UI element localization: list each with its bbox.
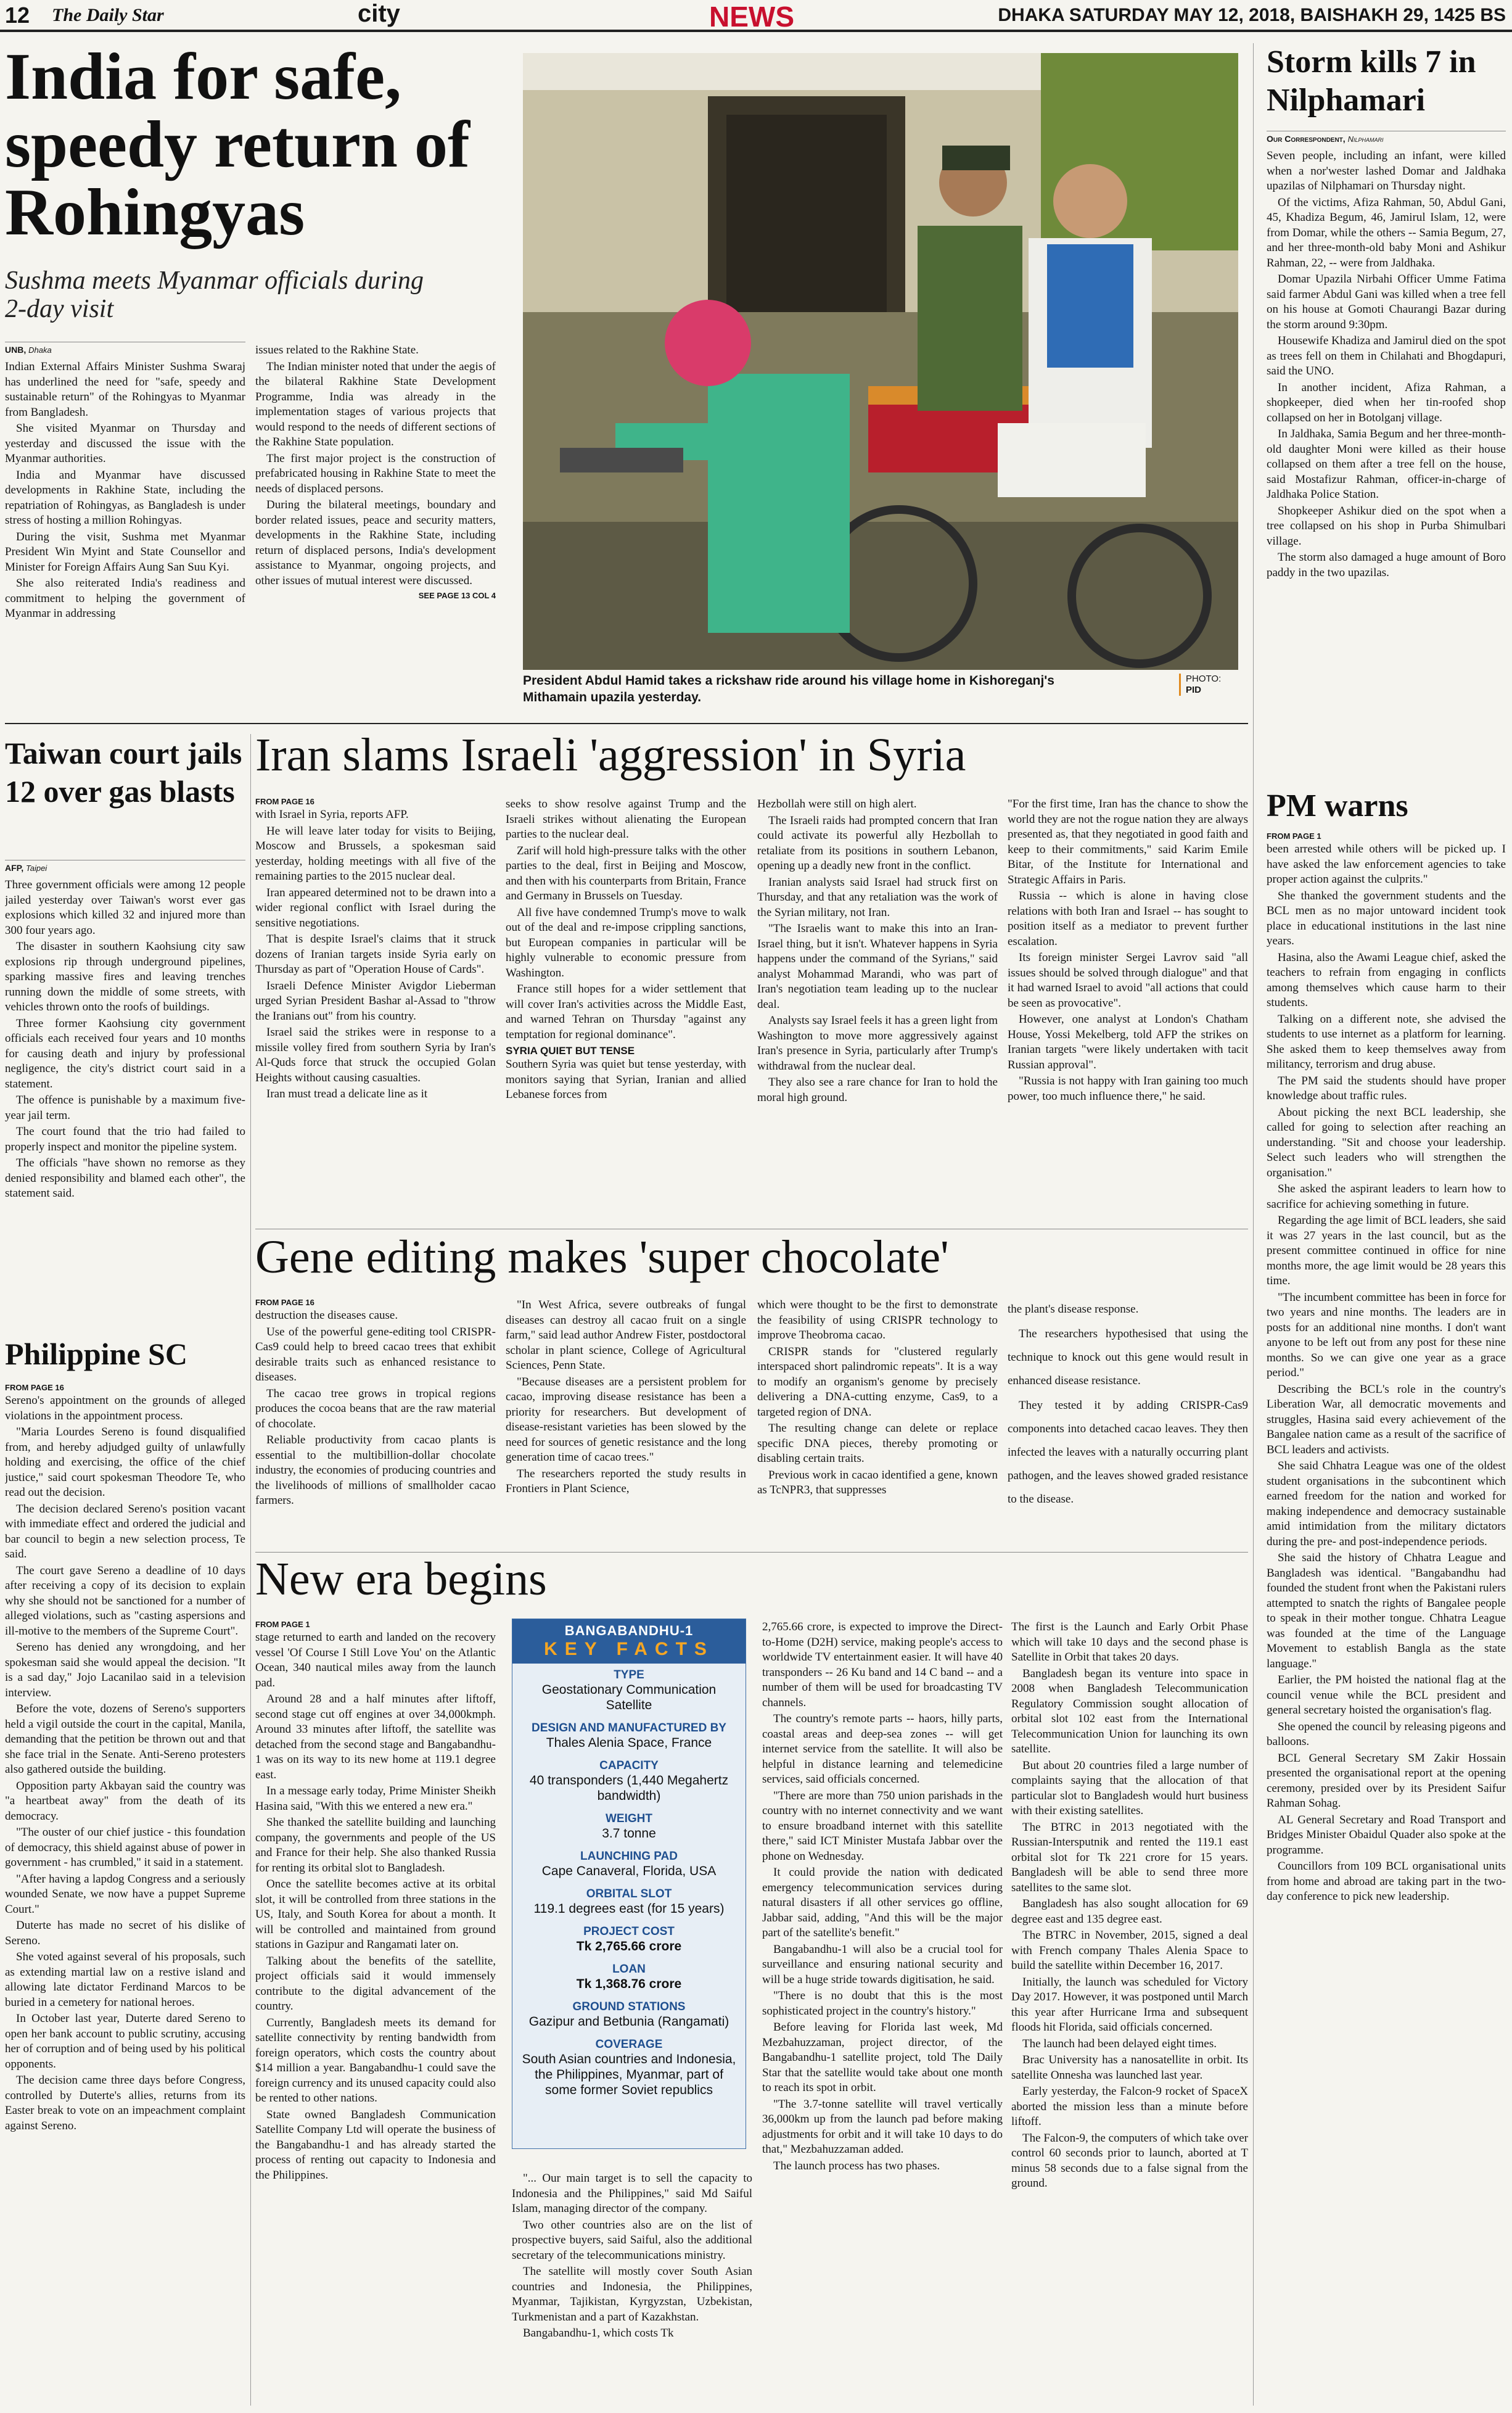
photo-illustration — [523, 53, 1238, 670]
paragraph: The decision came three days before Congress, controlled by Duterte's allies, returns from its Easter break to vote on an impeachment complaint against Sereno. — [5, 2074, 245, 2132]
key-fact-item: DESIGN AND MANUFACTURED BY Thales Alenia Space, France — [532, 1722, 726, 1750]
paragraph: The first major project is the construction of prefabricated housing in Rakhine State to meet the needs of displaced persons. — [255, 452, 496, 495]
paragraph: The Israeli raids had prompted concern that Iran could activate its powerful ally Hezbollah to retaliate from its positions in southern Lebanon, opening up a deadly new front in the conflict. — [757, 814, 998, 872]
paragraph: Its foreign minister Sergei Lavrov said "all issues should be solved through dialogue" and that it had warned Israel to avoid "all actions that could be seen as provocative". — [1008, 951, 1248, 1010]
paragraph: She asked the aspirant leaders to learn how to sacrifice for achieving something in future. — [1267, 1182, 1506, 1211]
paragraph: Israeli Defence Minister Avigdor Lieberman urged Syrian President Bashar al-Assad to "throw the Iranians out" from his country. — [255, 979, 496, 1023]
paragraph: The satellite will mostly cover South Asian countries and Indonesia, the Philippines, Myanmar, Tajikistan, Kyrgyzstan, Uzbekistan, Turkmenistan and a part of Kazakhstan. — [512, 2265, 752, 2324]
column-rule — [1253, 43, 1254, 2406]
rohingya-col-1 — [5, 338, 245, 708]
paragraph: BCL General Secretary SM Zakir Hossain presented the organisational report at the opening ceremony, presided over by its President Saifur Rahman Sohag. — [1267, 1751, 1506, 1810]
paragraph: During the visit, Sushma met Myanmar President Win Myint and State Counsellor and Minister for Foreign Affairs Aung San Suu Kyi. — [5, 530, 245, 574]
key-fact-item: GROUND STATIONS Gazipur and Betbunia (Rangamati) — [528, 2000, 729, 2029]
storm-headline: Storm kills 7 in Nilphamari — [1267, 44, 1476, 118]
masthead — [0, 0, 1512, 32]
newera-col-3 — [762, 1620, 1003, 2411]
paragraph: The launch process has two phases. — [773, 2159, 940, 2172]
paragraph: Sereno's appointment on the grounds of alleged violations in the appointment process. — [5, 1394, 245, 1422]
paragraph: Iran appeared determined not to be drawn into a wider regional conflict with Israel during the sensitive negotiations. — [255, 886, 496, 930]
paragraph: Russia -- which is alone in having close relations with both Iran and Israel -- has sought to position itself as a mediator to prevent further escalation. — [1008, 889, 1248, 948]
paragraph: "The 3.7-tonne satellite will travel vertically 36,000km up from the launch pad before making adjustments for orbit and it will take 10 days to do that," Mezbahuzzaman added. — [762, 2097, 1003, 2156]
paragraph: "After having a lapdog Congress and a seriously wounded Senate, we now have a puppet Supreme Court." — [5, 1872, 245, 1916]
paragraph: Once the satellite becomes active at its orbital slot, it will be controlled from three stations in the US, Italy, and South Korea for about a month. It will be controlled and maintained from ground stations in Gazipur and Rangamati later on. — [255, 1878, 496, 1951]
see-page-link[interactable]: SEE PAGE 13 COL 4 — [418, 591, 496, 600]
paragraph: Of the victims, Afiza Rahman, 50, Abdul Gani, 45, Khadiza Begum, 46, Jamirul Islam, 12, were from Domar, while the others -- Samia Begum, 27, and her three-month-old baby Moni and Ashikur Rahman, 22, -- were from Jaldhaka. — [1267, 196, 1506, 270]
paragraph: The offence is punishable by a maximum five-year jail term. — [5, 1094, 245, 1122]
iran-col-2 — [506, 797, 746, 1223]
newera-col-1 — [255, 1620, 496, 2411]
paragraph: Regarding the age limit of BCL leaders, she said it was 27 years in the last council, but as the present committee continued in office for nine months more, the age limit would be 28 years this time. — [1267, 1214, 1506, 1287]
storm-body — [1267, 127, 1506, 775]
paragraph: The first is the Launch and Early Orbit Phase which will take 10 days and the second phase is Satellite in Orbit that takes 20 days. — [1011, 1620, 1248, 1664]
paragraph: Bangabandhu-1, which costs Tk — [523, 2327, 674, 2340]
paragraph: The decision declared Sereno's position vacant with immediate effect and ordered the judicial and bar council to begin a new selection process, Te said. — [5, 1502, 245, 1561]
paragraph: Analysts say Israel feels it has a green light from Washington to move more aggressively against Iran's presence in Syria, particularly after Trump's withdrawal from the nuclear deal. — [757, 1014, 998, 1073]
paragraph: "Because diseases are a persistent problem for cacao, improving disease resistance has been a priority for researchers. But development of disease-resistant varieties has been slowed by the need for sources of genetic resistance and the long generation time of cacao trees." — [506, 1375, 746, 1464]
key-fact-item: LAUNCHING PAD Cape Canaveral, Florida, USA — [541, 1850, 717, 1878]
paragraph: It could provide the nation with dedicated emergency telecommunication services during natural disasters if all other services go offline, Jabbar said, adding, "And this will be the major part of the satellite's benefit." — [762, 1866, 1003, 1939]
paragraph: About picking the next BCL leadership, she called for going to selection after reaching an understanding. "Sit and choose your leadership. Select such leaders who will strengthen the organisation." — [1267, 1105, 1506, 1179]
key-fact-item: ORBITAL SLOT 119.1 degrees east (for 15 years) — [533, 1887, 725, 1916]
taiwan-byline: AFP, Taipei — [5, 860, 245, 873]
paragraph: The court gave Sereno a deadline of 10 days after receiving a copy of its decision to explain why she should not be sanctioned for a number of alleged violations, such as "casting aspersions and ill-motive to the members of the Supreme Court". — [5, 1564, 245, 1638]
paragraph: In another incident, Afiza Rahman, a shopkeeper, died when her tin-roofed shop collapsed on her in Botolganj village. — [1267, 381, 1506, 424]
key-fact-item: LOAN Tk 1,368.76 crore — [576, 1963, 682, 1991]
paragraph: She thanked the government students and the BCL men as no major untoward incident took place in educational institutions in the last nine years. — [1267, 889, 1506, 947]
rohingya-byline: UNB, Dhaka — [5, 342, 245, 355]
paragraph: 2,765.66 crore, is expected to improve the Direct-to-Home (D2H) service, making people's access to worldwide TV entertainment easier. It will have 40 transponders -- 26 Ku band and 14 C band -- and a number of them will be used for broadcasting TV channels. — [762, 1620, 1003, 1709]
paragraph: Previous work in cacao identified a gene, known as TcNPR3, that suppresses — [757, 1468, 998, 1496]
paragraph: Opposition party Akbayan said the country was "a heartbeat away" from the death of its democracy. — [5, 1779, 245, 1823]
paragraph: The Falcon-9, the computers of which take over control 60 seconds prior to launch, aborted at T minus 58 seconds due to a false signal from the ground. — [1011, 2131, 1248, 2190]
paragraph: But about 20 countries filed a large number of complaints saying that the allocation of that particular slot to Bangladesh would hurt business with their existing satellites. — [1011, 1759, 1248, 1817]
paragraph: CRISPR stands for "clustered regularly interspaced short palindromic repeats". It is a way to modify an organism's genome by precisely delivering a DNA-cutting enzyme, Cas9, to a targeted region of DNA. — [757, 1345, 998, 1419]
storm-byline: Our Correspondent, Nilphamari — [1267, 131, 1506, 144]
photo-credit-label: PHOTO: — [1186, 674, 1222, 684]
paragraph: "There are more than 750 union parishads in the country with no internet connectivity and we want to ensure broadband internet with this satellite there," said ICT Minister Mustafa Jabbar over the phone on Wednesday. — [762, 1789, 1003, 1863]
from-page: FROM PAGE 16 — [255, 1298, 314, 1307]
paragraph: AL General Secretary and Road Transport and Bridges Minister Obaidul Quader also spoke at the programme. — [1267, 1813, 1506, 1857]
paragraph: "The incumbent committee has been in force for two years and nine months. The leaders are in posts for an additional nine months. I don't want anyone to be left out from any post for these nine months. So we can give one year as a grace period." — [1267, 1290, 1506, 1379]
paragraph: France still hopes for a wider settlement that will cover Iran's activities across the Middle East, and warned Tehran on Thursday "against any temptation for regional dominance". — [506, 983, 746, 1041]
page-number: 12 — [5, 2, 30, 28]
paragraph: The Indian minister noted that under the aegis of the bilateral Rakhine State Development Programme, India was already in the implementation stages of various projects that would respond to the needs of different sections of the Rakhine State population. — [255, 360, 496, 448]
paragraph: Describing the BCL's role in the country's Liberation War, all democratic movements and struggles, Hasina said every achievement of the Bangalee nation came as a result of the sacrifice of BCL leaders and activists. — [1267, 1382, 1506, 1456]
paragraph: Earlier, the PM hoisted the national flag at the council venue while the BCL president and general secretary hoisted the organisation's flag. — [1267, 1673, 1506, 1717]
paragraph: Sereno has denied any wrongdoing, and her spokesman said she would appeal the decision. "It is a sad day," Jojo Lacanilao said in a television interview. — [5, 1641, 245, 1699]
paragraph: She voted against several of his proposals, such as extending martial law on a restive island and allowing late dictator Ferdinand Marcos to be buried in a cemetery for national heroes. — [5, 1950, 245, 2009]
paragraph: India and Myanmar have discussed developments in Rakhine State, including the repatriation of Rohingyas, as Bangladesh is under stress of hosting a million Rohingyas. — [5, 468, 245, 527]
paragraph: The storm also damaged a huge amount of Boro paddy in the two upazilas. — [1267, 551, 1506, 579]
pmwarns-body — [1267, 831, 1506, 2411]
paragraph: seeks to show resolve against Trump and the Israeli strikes without alienating the European parties to the nuclear deal. — [506, 798, 746, 841]
paragraph: the plant's disease response. — [1008, 1303, 1139, 1316]
paragraph: Domar Upazila Nirbahi Officer Umme Fatima said farmer Abdul Gani was killed when a tree fell on his house at Gomoti Chaurangi Bazar during the storm around 9:30pm. — [1267, 273, 1506, 331]
paragraph: Talking about the benefits of the satellite, project officials said it would immensely contribute to the digital advancement of the country. — [255, 1954, 496, 2013]
paragraph: destruction the diseases cause. — [255, 1309, 398, 1322]
iran-col-1 — [255, 797, 496, 1223]
paragraph: She opened the council by releasing pigeons and balloons. — [1267, 1720, 1506, 1748]
paragraph: "For the first time, Iran has the chance to show the world they are not the rogue nation they are always presented as, that they negotiated in good faith and keep to their commitments," said Karim Emile Bitar, of the Institute for International and Strategic Affairs in Paris. — [1008, 798, 1248, 886]
from-page: FROM PAGE 16 — [255, 797, 314, 806]
paragraph: The researchers reported the study results in Frontiers in Plant Science, — [506, 1467, 746, 1495]
paragraph: In October last year, Duterte dared Sereno to open her bank account to public scrutiny, accusing her of corruption and of being used by his political opponents. — [5, 2012, 245, 2071]
paragraph: The disaster in southern Kaohsiung city saw explosions rip through underground pipelines, sparking massive fires and leaving trenches running down the middle of some streets, with vehicles thrown onto the roofs of buildings. — [5, 940, 245, 1013]
paragraph: Three government officials were among 12 people jailed yesterday over Taiwan's worst ever gas explosions which killed 32 and injured more than 300 four years ago. — [5, 878, 245, 937]
paragraph: Before the vote, dozens of Sereno's supporters held a vigil outside the court in the capital, Manila, demanding that the petition be thrown out and that she face trial in the Senate. Anti-Sereno protesters also gathered outside the building. — [5, 1702, 245, 1776]
taiwan-body — [5, 856, 245, 1313]
gene-col-1 — [255, 1298, 496, 1548]
key-facts-box — [512, 1619, 746, 2149]
paragraph: The BTRC in 2013 negotiated with the Russian-Intersputnik and rented the 119.1 east orbital slot for Tk 221 crore for 15 years. Bangladesh will be able to send three more satellites to the same slot. — [1011, 1820, 1248, 1894]
paragraph: Hasina, also the Awami League chief, asked the teachers to refrain from engaging in conflicts among themselves which cause harm to their students. — [1267, 951, 1506, 1009]
key-facts-subtitle: KEY FACTS — [512, 1639, 746, 1664]
pmwarns-headline: PM warns — [1267, 788, 1408, 823]
paragraph: Seven people, including an infant, were killed when a nor'wester lashed Domar and Jaldhaka upazilas of Nilphamari on Thursday night. — [1267, 149, 1506, 192]
from-page: FROM PAGE 16 — [5, 1383, 64, 1392]
paragraph: Duterte has made no secret of his dislike of Sereno. — [5, 1919, 245, 1947]
paragraph: The cacao tree grows in tropical regions produces the cocoa beans that are the raw material of chocolate. — [255, 1387, 496, 1430]
key-facts-title: BANGABANDHU-1 — [512, 1619, 746, 1639]
paragraph: The launch had been delayed eight times. — [1022, 2037, 1217, 2050]
newera-headline: New era begins — [255, 1553, 547, 1605]
paragraph: In Jaldhaka, Samia Begum and her three-month-old daughter Moni were killed as their house collapsed on them after a tree fell on the house, said Mostafizur Rahman, officer-in-charge of Jaldhaka Police Station. — [1267, 427, 1506, 501]
paragraph: The BTRC in November, 2015, signed a deal with French company Thales Alenia Space to build the satellite within December 16, 2017. — [1011, 1929, 1248, 1972]
column-rule — [250, 734, 251, 2406]
paragraph: "... Our main target is to sell the capacity to Indonesia and the Philippines," said Md Saiful Islam, managing director of the company. — [512, 2172, 752, 2215]
paragraph: Southern Syria was quiet but tense yesterday, with monitors saying that Syrian, Iranian and allied Lebanese forces from — [506, 1058, 746, 1101]
paragraph: The officials "have shown no remorse as they denied responsibility and blamed each other", the statement said. — [5, 1157, 245, 1200]
section-rule — [5, 723, 1248, 724]
paragraph: Brac University has a nanosatellite in orbit. Its satellite Onnesha was launched last year. — [1011, 2053, 1248, 2082]
paragraph: Shopkeeper Ashikur died on the spot when a tree collapsed on his shop in Purba Shimulbari village. — [1267, 504, 1506, 548]
section-label: city — [358, 0, 400, 27]
paragraph: She visited Myanmar on Thursday and yesterday and discussed the issue with the Myanmar authorities. — [5, 422, 245, 465]
photo-credit — [1179, 674, 1221, 696]
gene-col-2 — [506, 1298, 746, 1548]
paragraph: Councillors from 109 BCL organisational units from home and abroad are taking part in the two-day conference to pick new leadership. — [1267, 1860, 1506, 1903]
paragraph: Iran must tread a delicate line as it — [266, 1087, 428, 1100]
paragraph: which were thought to be the first to demonstrate the feasibility of using CRISPR technology to improve Theobroma cacao. — [757, 1298, 998, 1342]
rickshaw-photo — [523, 53, 1238, 670]
paragraph: "In West Africa, severe outbreaks of fungal diseases can destroy all cacao fruit on a single farm," said lead author Andrew Fister, postdoctoral scholar in plant science, College of Agricultural Sciences, Penn State. — [506, 1298, 746, 1372]
newera-col-4 — [1011, 1620, 1248, 2411]
paragraph: Zarif will hold high-pressure talks with the other parties to the deal, first in Beijing and Moscow, and then with his counterparts from Britain, France and Germany in Brussels on Tuesday. — [506, 844, 746, 902]
paragraph: She said Chhatra League was one of the oldest student organisations in the subcontinent which earned freedom for the nation and worked for making independence and democracy sustainable amid intimidation from the military dictators during the pre- and post-independence periods. — [1267, 1459, 1506, 1548]
key-fact-item: TYPE Geostationary Communication Satellite — [541, 1668, 717, 1712]
paragraph: She also reiterated India's readiness and commitment to helping the government of Myanmar in addressing — [5, 577, 245, 620]
from-page: FROM PAGE 1 — [1267, 831, 1321, 841]
section-rule — [255, 1552, 1248, 1553]
gene-col-4 — [1008, 1298, 1248, 1548]
paragraph: Currently, Bangladesh meets its demand for satellite connectivity by renting bandwidth from foreign operators, which costs the country about $14 million a year. Bangabandhu-1 could save the foreign currency and its unused capacity could also be rented to other nations. — [255, 2016, 496, 2105]
philippine-body — [5, 1383, 245, 2411]
paragraph: Bangladesh began its venture into space in 2008 when Bangladesh Telecommunication Regulatory Commission sought allocation of orbital slot 102 east from the International Telecommunication Union for launching its own satellite. — [1011, 1667, 1248, 1755]
paragraph: Use of the powerful gene-editing tool CRISPR-Cas9 could help to breed cacao trees that exhibit desirable traits such as enhanced resistance to diseases. — [255, 1325, 496, 1384]
paragraph: All five have condemned Trump's move to walk out of the deal and re-impose crippling sanctions, but European companies in particular will be highly vulnerable to economic pressure from Washington. — [506, 905, 746, 980]
taiwan-headline: Taiwan court jails 12 over gas blasts — [5, 736, 242, 809]
paragraph: That is despite Israel's claims that it struck dozens of Iranian targets inside Syria early on Thursday as part of "Operation House of Cards". — [255, 933, 496, 976]
paragraph: The country's remote parts -- haors, hilly parts, coastal areas and deep-sea zones -- will get internet service from the satellite. It will also be helpful in distance learning and telemedicine services, said officials concerned. — [762, 1712, 1003, 1786]
paragraph: The court found that the trio had failed to properly inspect and monitor the pipeline system. — [5, 1125, 245, 1153]
paragraph: Initially, the launch was scheduled for Victory Day 2017. However, it was postponed until March this year after Hurricane Irma and subsequent floods hit Florida, said officials concerned. — [1011, 1975, 1248, 2034]
paper-name: The Daily Star — [52, 5, 164, 25]
paragraph: In a message early today, Prime Minister Sheikh Hasina said, "With this we entered a new era." — [255, 1784, 496, 1813]
paragraph: issues related to the Rakhine State. — [255, 344, 419, 357]
paragraph: stage returned to earth and landed on the recovery vessel 'Of Course I Still Love You' on the Atlantic Ocean, 340 nautical miles away from the launch pad. — [255, 1631, 496, 1689]
philippine-headline: Philippine SC — [5, 1337, 187, 1371]
iran-headline: Iran slams Israeli 'aggression' in Syria — [255, 729, 966, 781]
rohingya-headline: India for safe, speedy return of Rohingyas — [5, 40, 470, 250]
paragraph: They also see a rare chance for Iran to hold the moral high ground. — [757, 1076, 998, 1104]
paragraph: During the bilateral meetings, boundary and border related issues, peace and security matters, developments in the Rakhine State, including return of displaced persons, India's development assistance to Myanmar, ongoing projects, and other issues of mutual interest were discussed. — [255, 498, 496, 587]
news-label: NEWS — [709, 1, 794, 33]
dateline: DHAKA SATURDAY MAY 12, 2018, BAISHAKH 29, 1425 BS — [998, 5, 1506, 25]
paragraph: Hezbollah were still on high alert. — [757, 798, 917, 811]
paragraph: The resulting change can delete or replace specific DNA pieces, thereby promoting or disabling certain traits. — [757, 1422, 998, 1465]
from-page: FROM PAGE 1 — [255, 1620, 310, 1629]
paragraph: However, one analyst at London's Chatham House, Yossi Mekelberg, told AFP the strikes on Iranian targets "were likely undertaken with tacit Russian approval". — [1008, 1013, 1248, 1071]
photo-caption: President Abdul Hamid takes a rickshaw ride around his village home in Kishoreganj's Mithamain upazila yesterday. — [523, 674, 1054, 704]
paragraph: Around 28 and a half minutes after liftoff, second stage cut off engines at over 34,000kmph. Around 33 minutes after liftoff, the satellite was detached from the second stage and Bangabandhu-1 was on its way to its new home at 119.1 degree east. — [255, 1693, 496, 1781]
paragraph: Bangabandhu-1 will also be a crucial tool for surveillance and ensuring national security and will be a huge stride towards digitisation, he said. — [762, 1942, 1003, 1986]
gene-headline: Gene editing makes 'super chocolate' — [255, 1231, 949, 1283]
paragraph: Before leaving for Florida last week, Md Mezbahuzzaman, project director, of the Bangabandhu-1 satellite project, told The Daily Star that the satellite would take about one month to reach its spot in orbit. — [762, 2021, 1003, 2094]
paragraph: Three former Kaohsiung city government officials each received four years and 10 months for causing death and injury by professional negligence, the city's district court said in a statement. — [5, 1017, 245, 1091]
paragraph: Early yesterday, the Falcon-9 rocket of SpaceX aborted the mission less than a minute before liftoff. — [1011, 2085, 1248, 2128]
paragraph: been arrested while others will be picked up. I have asked the law enforcement agencies to take proper action against the culprits." — [1267, 843, 1506, 886]
key-fact-item: WEIGHT 3.7 tonne — [602, 1812, 656, 1841]
paragraph: Indian External Affairs Minister Sushma Swaraj has underlined the need for "safe, speedy and sustainable return" of the Rohingyas to Myanmar from Bangladesh. — [5, 360, 245, 419]
key-fact-item: CAPACITY 40 transponders (1,440 Megahertz bandwidth) — [529, 1759, 729, 1803]
rohingya-col-2 — [255, 343, 496, 713]
iran-col-4 — [1008, 797, 1248, 1223]
paragraph: They tested it by adding CRISPR-Cas9 components into detached cacao leaves. They then infected the leaves with a naturally occurring plant pathogen, and the leaves showed graded resistance to the disease. — [1008, 1399, 1248, 1506]
paragraph: He will leave later today for visits to Beijing, Moscow and Brussels, a spokesman said yesterday, holding meetings with all five of the remaining parties to the 2015 nuclear deal. — [255, 824, 496, 883]
iran-col-3 — [757, 797, 998, 1223]
paragraph: "There is no doubt that this is the most sophisticated project in the country's history." — [762, 1989, 1003, 2018]
paragraph: "The ouster of our chief justice - this foundation of democracy, this shield against abuse of power in government - has crumbled," it said in a statement. — [5, 1826, 245, 1869]
rohingya-deck: Sushma meets Myanmar officials during 2-day visit — [5, 266, 424, 323]
newera-col-2 — [512, 2171, 752, 2411]
paragraph: Housewife Khadiza and Jamirul died on the spot as trees fell on them in Chilahati and Bhogdapuri, said the UNO. — [1267, 334, 1506, 377]
paragraph: Bangladesh has also sought allocation for 69 degree east and 135 degree east. — [1011, 1897, 1248, 1926]
iran-subhead: SYRIA QUIET BUT TENSE — [506, 1045, 635, 1057]
paragraph: "Maria Lourdes Sereno is found disqualified from, and hereby adjudged guilty of unlawfully holding and exercising, the office of the chief justice," said court spokesman Theodore Te, who read out the decision. — [5, 1425, 245, 1499]
paragraph: with Israel in Syria, reports AFP. — [255, 808, 409, 821]
paragraph: "The Israelis want to make this into an Iran-Israel thing, but it isn't. Whatever happens in Syria happens under the command of the Syrians," said analyst Mohammad Marandi, who was part of Iran's negotiation team leading up to the nuclear deal. — [757, 922, 998, 1011]
paragraph: She thanked the satellite building and launching company, the governments and people of the US and France for their help. She also thanked Russia for renting its orbital slot to Bangladesh. — [255, 1816, 496, 1875]
paragraph: Israel said the strikes were in response to a missile volley fired from southern Syria by Iran's Al-Quds force that struck the occupied Golan Heights without causing casualties. — [255, 1026, 496, 1084]
paragraph: "Russia is not happy with Iran gaining too much power, too much influence there," he said. — [1008, 1075, 1248, 1103]
paragraph: Reliable productivity from cacao plants is essential to the multibillion-dollar chocolate industry, the economies of producing countries and the livelihoods of millions of smallholder cacao farmers. — [255, 1433, 496, 1507]
key-fact-item: COVERAGE South Asian countries and Indonesia, the Philippines, Myanmar, part of some former Soviet republics — [522, 2038, 736, 2097]
photo-credit-name: PID — [1186, 685, 1202, 695]
paragraph: Talking on a different note, she advised the students to use internet as a platform for learning. She asked them to keep themselves away from militancy, terrorism and drug abuse. — [1267, 1012, 1506, 1071]
paragraph: State owned Bangladesh Communication Satellite Company Ltd will operate the business of the Bangabandhu-1 and has already started the process of renting out capacity to Indonesia and the Philippines. — [255, 2108, 496, 2182]
paragraph: She said the history of Chhatra League and Bangladesh was identical. "Bangabandhu had founded the student front when the Pakistani rulers attempted to snatch the rights of Bangalee people to speak in their mother tongue. Chhatra League was founded at the time of the Language Movement to establish Bangla as the state language." — [1267, 1551, 1506, 1670]
key-fact-item: PROJECT COST Tk 2,765.66 crore — [576, 1925, 682, 1953]
paragraph: The PM said the students should have proper knowledge about traffic rules. — [1267, 1074, 1506, 1102]
paragraph: The researchers hypothesised that using the technique to knock out this gene would result in enhanced disease resistance. — [1008, 1327, 1248, 1387]
paragraph: Two other countries also are on the list of prospective buyers, said Saiful, also the additional secretary of the telecommunications ministry. — [512, 2218, 752, 2262]
paragraph: Iranian analysts said Israel had struck first on Thursday, and that any retaliation was the work of the Syrian military, not Iran. — [757, 875, 998, 919]
gene-col-3 — [757, 1298, 998, 1548]
